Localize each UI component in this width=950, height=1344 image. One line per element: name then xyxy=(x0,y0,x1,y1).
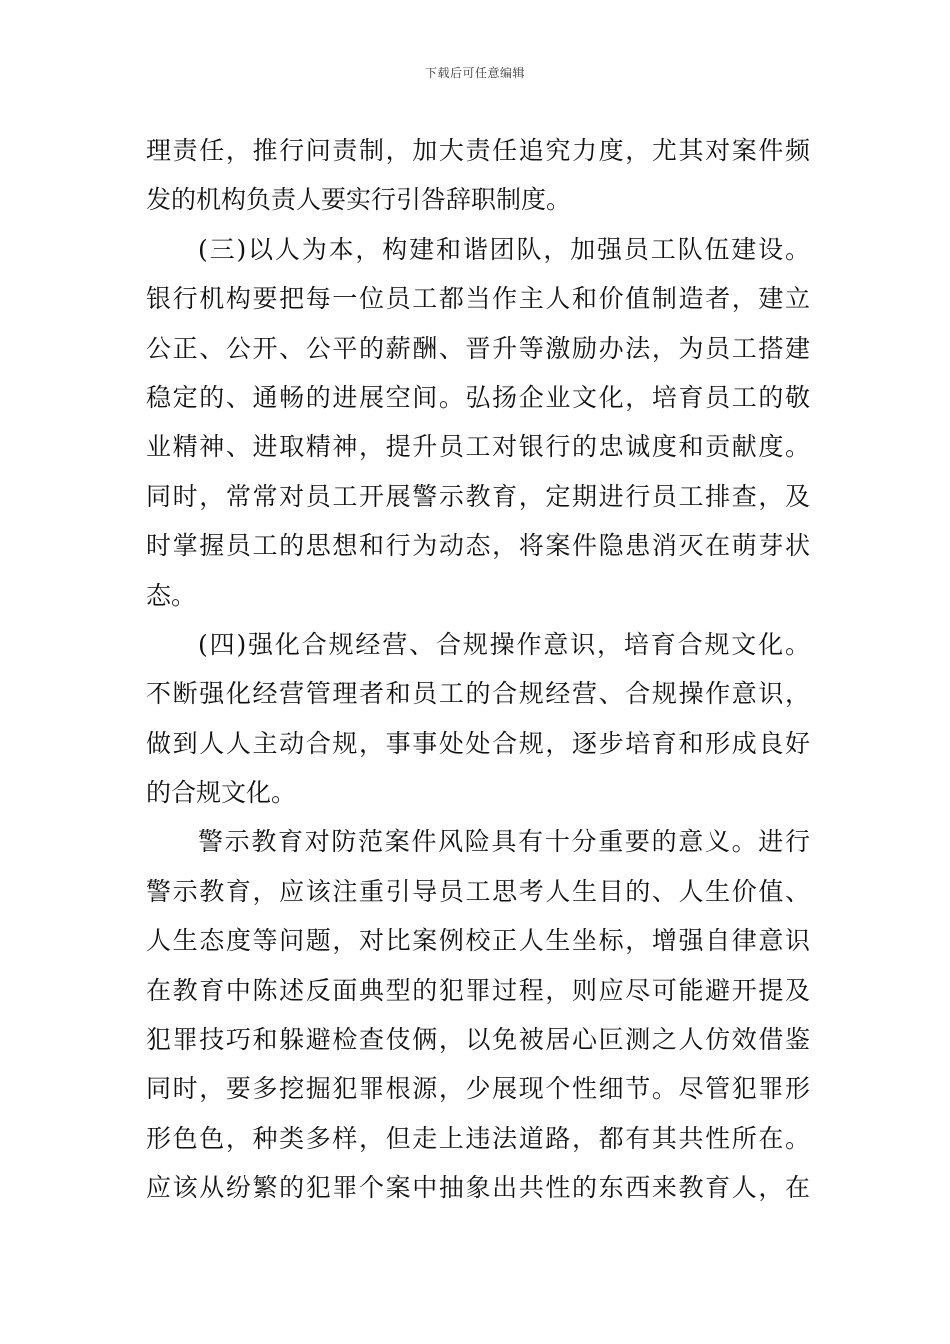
text-line: 人生态度等问题，对比案例校正人生坐标，增强自律意识 xyxy=(146,926,810,956)
text-line: 警示教育对防范案件风险具有十分重要的意义。进行 xyxy=(198,827,810,857)
text-line: 时掌握员工的思想和行为动态，将案件隐患消灭在萌芽状 xyxy=(146,531,810,561)
body-text xyxy=(146,126,810,1213)
text-line: 的合规文化。 xyxy=(146,778,297,808)
text-line: 不断强化经营管理者和员工的合规经营、合规操作意识， xyxy=(146,679,810,709)
text-line: 形色色，种类多样，但走上违法道路，都有其共性所在。 xyxy=(146,1123,810,1153)
text-line: 稳定的、通畅的进展空间。弘扬企业文化，培育员工的敬 xyxy=(146,382,810,412)
text-line: 同时，常常对员工开展警示教育，定期进行员工排查，及 xyxy=(146,481,810,511)
text-line: 态。 xyxy=(146,580,197,610)
text-line: (三)以人为本，构建和谐团队，加强员工队伍建设。 xyxy=(198,234,810,264)
text-line: 警示教育，应该注重引导员工思考人生目的、人生价值、 xyxy=(146,876,810,906)
text-line: 做到人人主动合规，事事处处合规，逐步培育和形成良好 xyxy=(146,728,810,758)
text-line: 同时，要多挖掘犯罪根源，少展现个性细节。尽管犯罪形 xyxy=(146,1074,810,1104)
text-line: 理责任，推行问责制，加大责任追究力度，尤其对案件频 xyxy=(146,136,810,165)
text-line: 犯罪技巧和躲避检查伎俩，以免被居心叵测之人仿效借鉴 xyxy=(146,1025,810,1055)
text-line: 业精神、进取精神，提升员工对银行的忠诚度和贡献度。 xyxy=(146,432,810,462)
text-line: 发的机构负责人要实行引咎辞职制度。 xyxy=(146,185,572,215)
text-line: 应该从纷繁的犯罪个案中抽象出共性的东西来教育人，在 xyxy=(146,1173,810,1203)
text-line: 银行机构要把每一位员工都当作主人和价值制造者，建立 xyxy=(146,284,810,314)
text-line: (四)强化合规经营、合规操作意识，培育合规文化。 xyxy=(198,629,810,659)
text-line: 公正、公开、公平的薪酬、晋升等激励办法，为员工搭建 xyxy=(146,333,810,363)
page-header: 下载后可任意编辑 xyxy=(424,66,525,80)
text-line: 在教育中陈述反面典型的犯罪过程，则应尽可能避开提及 xyxy=(146,975,810,1005)
